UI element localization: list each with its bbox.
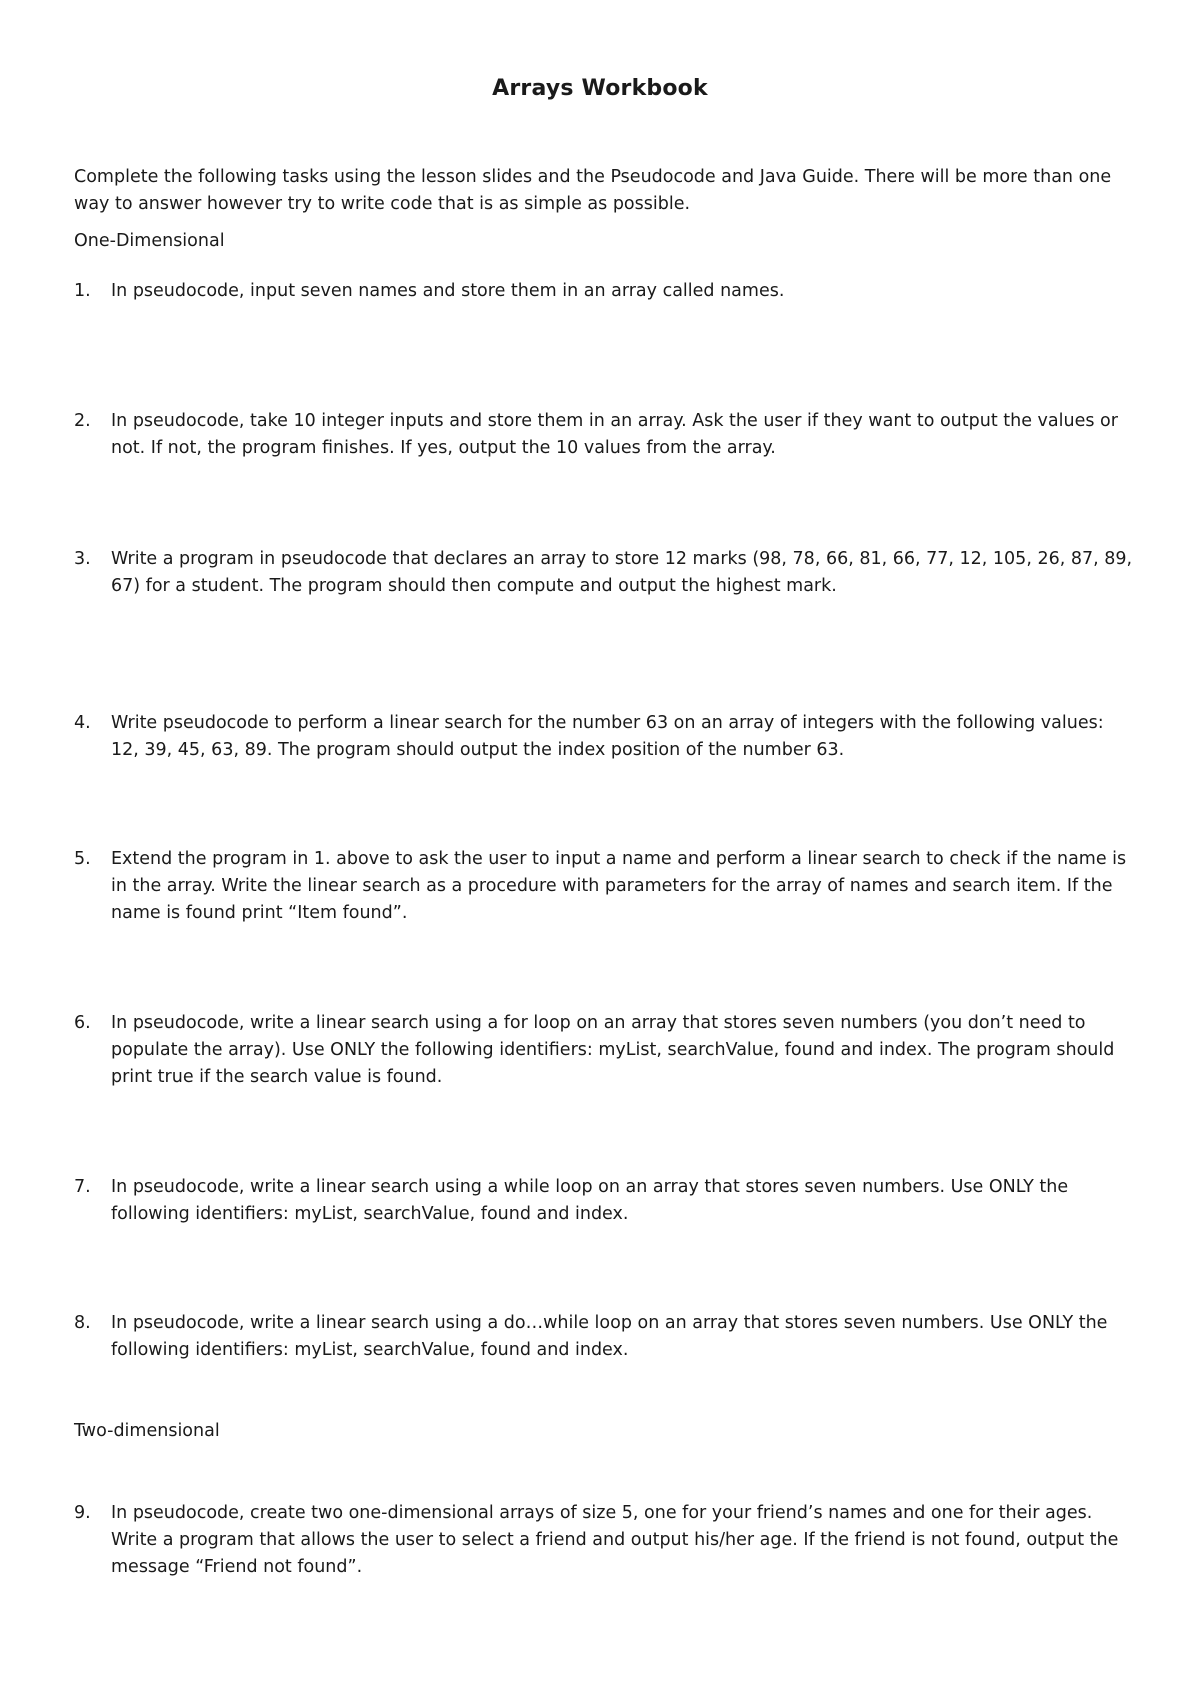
task-text: In pseudocode, create two one-dimensional arrays of size 5, one for your friend’s names and one for their ages. Write a program that allows the user to select a friend and output his/her age. If the friend is not found, output the message “Friend not found”. (111, 1503, 1119, 1577)
task-item-6 (74, 1010, 1134, 1091)
task-number: 9. (74, 1503, 91, 1523)
task-number: 6. (74, 1013, 91, 1033)
task-item-4 (74, 710, 1134, 764)
task-text: In pseudocode, write a linear search using a for loop on an array that stores seven numbers (you don’t need to populate the array). Use ONLY the following identifiers: myList, searchValue, found and index. The program should print true if the search value is found. (111, 1013, 1115, 1087)
task-text: In pseudocode, write a linear search using a do…while loop on an array that stores seven numbers. Use ONLY the following identifiers: myList, searchValue, found and index. (111, 1313, 1108, 1360)
task-text: In pseudocode, write a linear search using a while loop on an array that stores seven numbers. Use ONLY the following identifiers: myList, searchValue, found and index. (111, 1177, 1069, 1224)
task-number: 2. (74, 411, 91, 431)
task-text: Extend the program in 1. above to ask the user to input a name and perform a linear search to check if the name is in the array. Write the linear search as a procedure with parameters for the array of names and search item. If the name is found print “Item found”. (111, 849, 1127, 923)
section-heading-one-dimensional: One-Dimensional (74, 231, 225, 251)
task-number: 4. (74, 713, 91, 733)
task-number: 5. (74, 849, 91, 869)
task-item-2 (74, 408, 1134, 462)
task-text: Write pseudocode to perform a linear search for the number 63 on an array of integers with the following values: 12, 39, 45, 63, 89. The program should output the index position of the number 63. (111, 713, 1104, 760)
task-item-1 (74, 278, 1134, 305)
task-number: 1. (74, 281, 91, 301)
task-item-5 (74, 846, 1134, 927)
task-item-3 (74, 546, 1134, 600)
task-text: In pseudocode, take 10 integer inputs and store them in an array. Ask the user if they want to output the values or not. If not, the program finishes. If yes, output the 10 values from the array. (111, 411, 1118, 458)
task-item-8 (74, 1310, 1134, 1364)
task-text: In pseudocode, input seven names and store them in an array called names. (111, 281, 785, 301)
task-text: Write a program in pseudocode that declares an array to store 12 marks (98, 78, 66, 81, 66, 77, 12, 105, 26, 87, 89, 67) for a student. The program should then compute and output the highest mark. (111, 549, 1133, 596)
task-item-9 (74, 1500, 1134, 1581)
task-number: 7. (74, 1177, 91, 1197)
task-number: 8. (74, 1313, 91, 1333)
task-item-7 (74, 1174, 1134, 1228)
intro-paragraph: Complete the following tasks using the lesson slides and the Pseudocode and Java Guide. There will be more than one way to answer however try to write code that is as simple as possible. (74, 167, 1112, 214)
task-number: 3. (74, 549, 91, 569)
section-heading-two-dimensional: Two-dimensional (74, 1421, 220, 1441)
page-title: Arrays Workbook (492, 76, 708, 101)
